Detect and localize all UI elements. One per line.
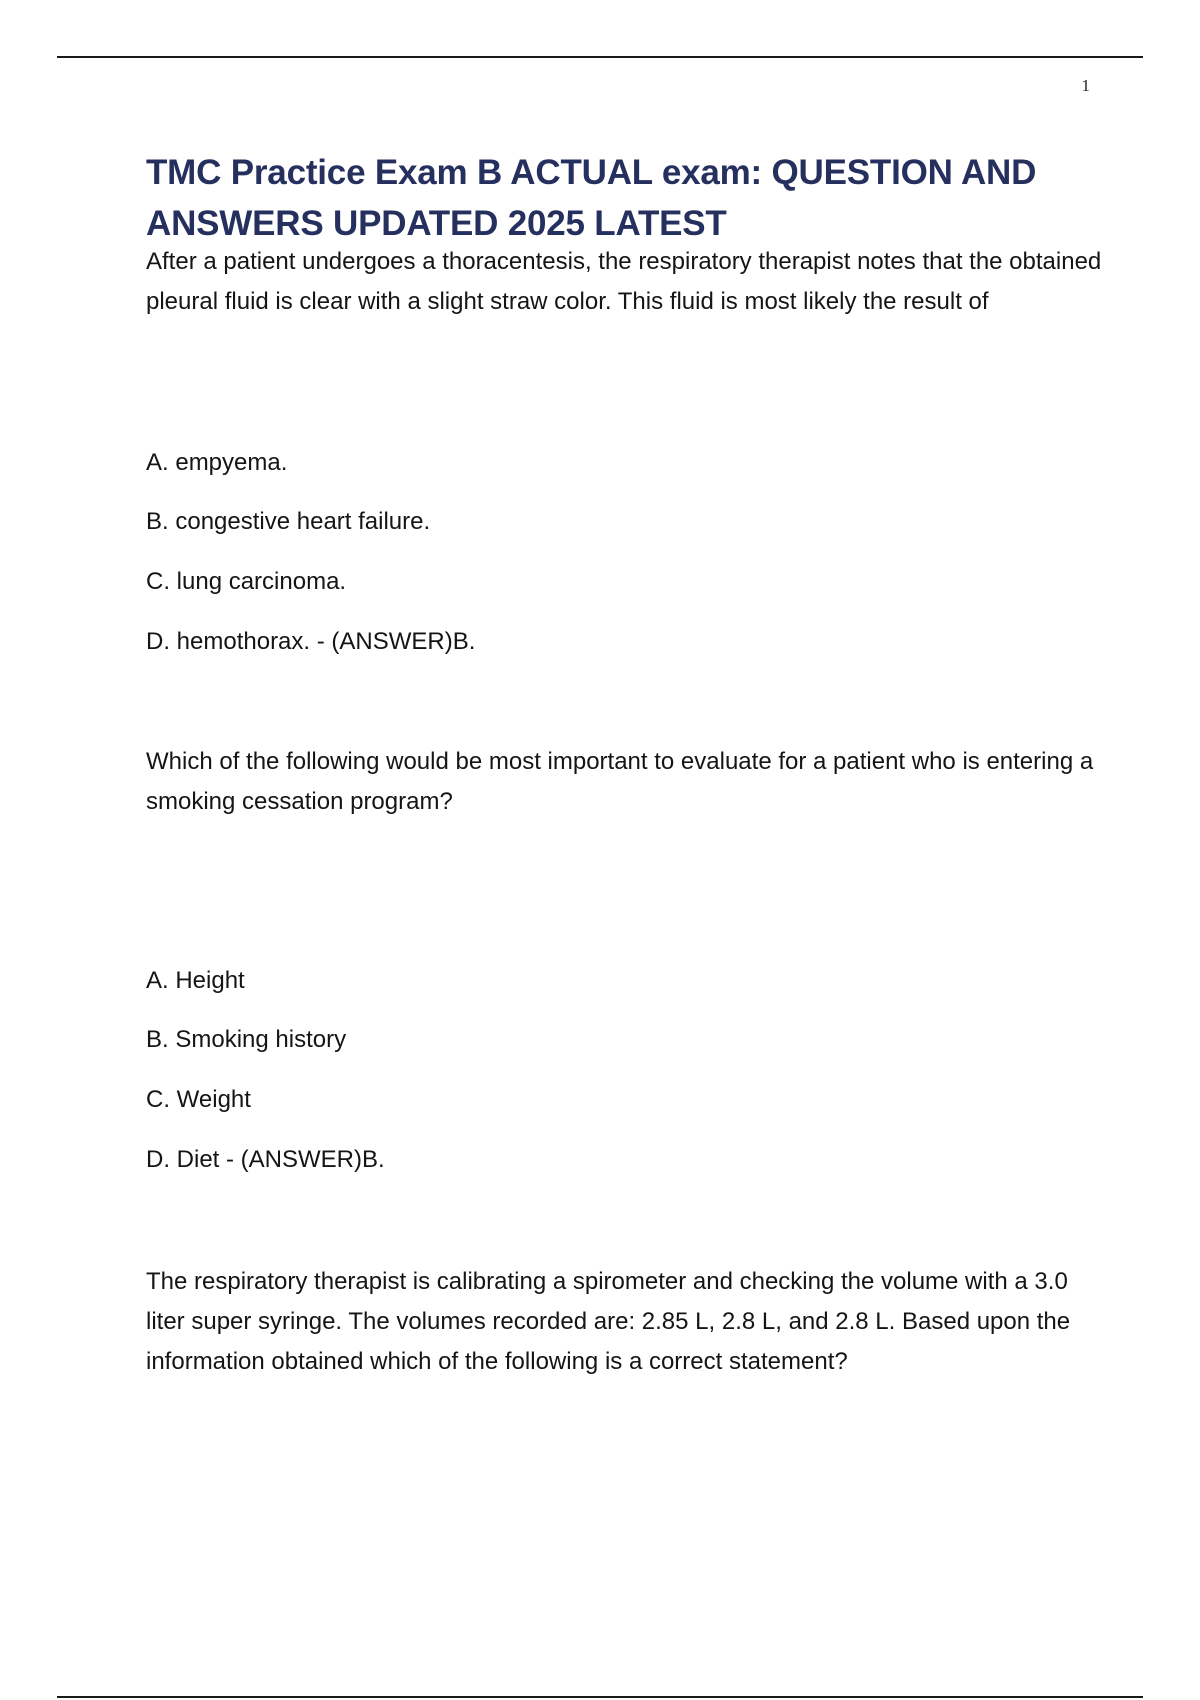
question-1-option-c: C. lung carcinoma.: [146, 568, 347, 595]
question-2-option-b: B. Smoking history: [146, 1026, 347, 1053]
document-title: TMC Practice Exam B ACTUAL exam: QUESTION AND ANSWERS UPDATED 2025 LATEST: [146, 153, 1037, 243]
question-3-stem: The respiratory therapist is calibrating a spirometer and checking the volume with a 3.0 liter super syringe. The volumes recorded are: 2.85 L, 2.8 L, and 2.8 L. Based upon the information obtained which of the following is a correct statement?: [146, 1268, 1071, 1375]
question-2-option-a: A. Height: [146, 967, 245, 994]
question-2-stem: Which of the following would be most important to evaluate for a patient who is entering a smoking cessation program?: [146, 748, 1094, 815]
question-1-option-a: A. empyema.: [146, 449, 288, 476]
footer-rule: [57, 1696, 1143, 1698]
question-1-option-b: B. congestive heart failure.: [146, 508, 431, 535]
question-2-option-d-answer: D. Diet - (ANSWER)B.: [146, 1146, 385, 1173]
question-2-option-c: C. Weight: [146, 1086, 251, 1113]
page-number: 1: [1081, 76, 1090, 95]
question-1-stem: After a patient undergoes a thoracentesis, the respiratory therapist notes that the obtained pleural fluid is clear with a slight straw color. This fluid is most likely the result of: [146, 248, 1102, 315]
header-rule: [57, 56, 1143, 58]
question-1-option-d-answer: D. hemothorax. - (ANSWER)B.: [146, 628, 476, 655]
